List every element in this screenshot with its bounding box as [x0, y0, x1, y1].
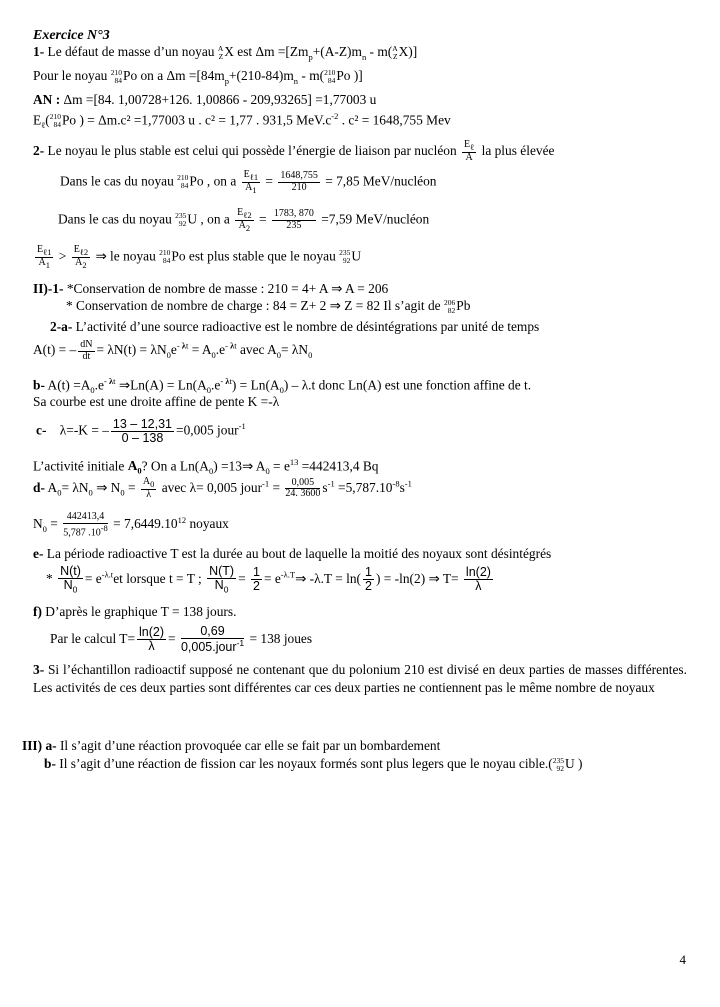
q2-conclusion: $\frac{E_{\ell 1}}{A_1}$ > $\frac{E_{\ell 2}}{A_2}$ ⇒ le noyau 210 84 Po est plus stable que le noyau 235 92 U [37, 244, 362, 270]
q2-case2: Dans le cas du noyau 235 92 U , on a $\frac{E_{\ell 2}}{A_2}$ = $\frac{1783, 870}{235}$ =7,59 MeV/nucléon [58, 207, 430, 233]
partII-cons1: II)-1- *Conservation de nombre de masse : 210 = 4+ A ⇒ A = 206 [33, 281, 389, 296]
courbe-line: Sa courbe est une droite affine de pente K =-λ [33, 394, 280, 409]
exercise-title: Exercice N°3 [33, 28, 110, 43]
q2-case1: Dans le cas du noyau 210 84 Po , on a $\frac{E_{\ell 1}}{A_1}$ = $\frac{1648,755}{210}$ = 7,85 MeV/nucléon [60, 169, 437, 195]
q1-an-line: AN : Δm =[84. 1,00728+126. 1,00866 - 209,93265] =1,77003 u [33, 92, 377, 107]
partII-cons2: * Conservation de nombre de charge : 84 = Z+ 2 ⇒ Z = 82 Il s’agit de 206 82 Pb [66, 298, 471, 315]
q-e-line: e- La période radioactive T est la durée au bout de laquelle la moitié des noyaux sont désintégrés [33, 546, 552, 561]
q1-line: 1- Le défaut de masse d’un noyau A Z X est $\Delta m =[Zm_p+(A-Z)m_n - m$( A Z X)] [33, 44, 418, 62]
q3-paragraph: 3- Si l’échantillon radioactif supposé ne contenant que du polonium 210 est divisé en deux parties de masses différentes. Les activités de ces deux parties sont différentes car ces deux parties ne contiennent pas le même nombre de noyaux [33, 662, 687, 695]
q-f-line: f) D’après le graphique T = 138 jours. [33, 604, 237, 619]
nuclide-po210: 210 84 [110, 68, 122, 85]
q2a-line: 2-a- L’activité d’une source radioactive est le nombre de désintégrations par unité de temps [50, 319, 540, 334]
q-b-line: b- $A(t) =A_0.e^{- \lambda t}$ ⇒Ln(A) = $Ln(A_0.e^{- \lambda t}) = Ln(A_0) - \lambda.t$ donc Ln(A) est une fonction affine de t. [33, 376, 532, 396]
q1-el-line: $E_\ell$( 210 84 Po ) = Δm.c² =1,77003 u . c² = 1,77 . 931,5 $MeV.c^{-2}$ . c² = 1648,755 Mev [33, 111, 451, 131]
q-d-line: d- $A_0= \lambda N_0$ ⇒ $N_0$ = $\frac{A_0}{\lambda}$ avec λ= 0,005 jour$^{-1}$ = $\frac{0,005}{24. 3600}$ $s^{-1} =5,787.10^{-8}s^{-1}$ [33, 476, 412, 500]
period-derivation: * $\frac{N(t)}{N_0}$ = $e^{-\lambda.t}et$ lorsque t = T ; $\frac{N(T)}{N_0}$ = $\frac{1}{2}$ = $e^{-\lambda.T}\Rightarrow$ -λ.T = ln( $\frac{1}{2}$ ) = -ln(2) ⇒ T= $\frac{\ln(2)}{\lambda}$ [46, 564, 491, 595]
q1-po-line: Pour le noyau 210 84 Po on a $\Delta m =[84m_p+(210-84)m_n - m$( 210 84 Po )] [33, 68, 363, 86]
q-c-line: c- λ=-K = – $\frac{13 - 12,31}{0 - 138}$ =0,005 jour$^{-1}$ [36, 417, 246, 446]
n0-line: $N_0$ = $\frac{442413,4}{5,787 .10^{-8}}$ = $7,6449.10^{12}$ noyaux [33, 511, 229, 538]
page-number: 4 [679, 952, 686, 967]
partIII-a: III) a- Il s’agit d’une réaction provoquée car elle se fait par un bombardement [22, 738, 441, 753]
nuclide-symbol: A Z [217, 44, 224, 61]
q2-intro: 2- Le noyau le plus stable est celui qui possède l’énergie de liaison par nucléon $\frac{E_\ell}{A}$ la plus élevée [33, 139, 555, 163]
activity-formula: A(t) = – $\frac{dN}{dt}$ = $\lambda N(t) = \lambda N_0e^{- \lambda t} = A_0.e^{- \lambda t}$ avec $A_0= \lambda N_0$ [33, 339, 313, 362]
partIII-b: b- Il s’agit d’une réaction de fission car les noyaux formés sont plus legers que le noyau cible.( 235 92 U ) [44, 756, 583, 773]
period-calc: Par le calcul T= $\frac{\ln(2)}{\lambda}$ = $\frac{0,69}{0,005.jour^{-1}}$ = 138 joues [50, 624, 313, 655]
initial-activity: L’activité initiale $A_0$? On a $Ln(A_0)$ =13⇒ $A_0 = e^{13} =442413,4$ Bq [33, 457, 379, 477]
